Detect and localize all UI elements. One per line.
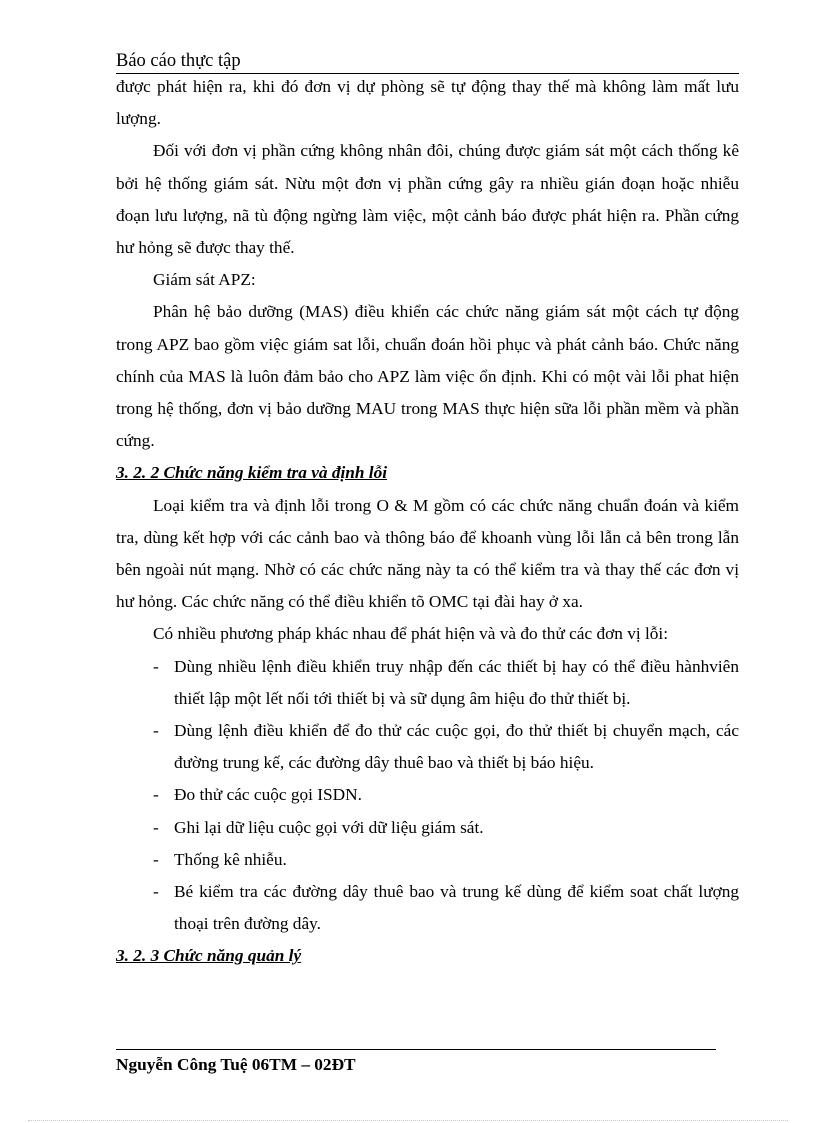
list-item-text: Đo thử các cuộc gọi ISDN.	[174, 785, 362, 805]
list-item	[116, 779, 739, 811]
list-item-text: Dùng nhiều lệnh điều khiển truy nhập đến các thiết bị hay có thể điều hànhviên thiết lập một lết nối tới thiết bị và sữ dụng âm hiệu đo thử thiết bị.	[174, 656, 739, 708]
footer-author: Nguyễn Công Tuệ 06TM – 02ĐT	[116, 1055, 356, 1074]
bullet-dash: -	[153, 849, 159, 869]
bullet-dash: -	[153, 721, 159, 741]
paragraph-methods-intro: Có nhiều phương pháp khác nhau để phát hiện và và đo thử các đơn vị lỗi:	[153, 624, 669, 644]
list-item	[116, 651, 739, 715]
list-item	[116, 844, 739, 876]
list-item-text: Ghi lại dữ liệu cuộc gọi với dữ liệu giám sát.	[174, 817, 484, 837]
list-item-text: Thống kê nhiễu.	[174, 849, 287, 869]
page-header-title: Báo cáo thực tập	[116, 51, 241, 71]
bullet-dash: -	[153, 817, 159, 837]
list-item	[116, 876, 739, 940]
page-bottom-edge	[28, 1120, 788, 1121]
paragraph-hardware-monitoring: Đối với đơn vị phần cứng không nhân đôi, chúng được giám sát một cách thống kê bởi hệ thống giám sát. Nừu một đơn vị phần cứng gây ra nhiều gián đoạn hoặc nhiễu đoạn lưu lượng, nã tù động ngừng làm việc, một cảnh báo được phát hiện ra. Phần cứng hư hỏng sẽ được thay thế.	[116, 141, 739, 258]
list-item-text: Bé kiểm tra các đường dây thuê bao và trung kế dùng để kiểm soat chất lượng thoại trên đường dây.	[174, 882, 739, 934]
section-heading-3-2-3: 3. 2. 3 Chức năng quản lý	[116, 946, 302, 966]
paragraph-testing-intro: Loại kiểm tra và định lỗi trong O & M gồm có các chức năng chuẩn đoán và kiểm tra, dùng kết hợp với các cảnh bao và thông báo để khoanh vùng lỗi lẫn cả bên trong lẫn bên ngoài nút mạng. Nhờ có các chức năng này ta có thể kiểm tra và thay thế các đơn vị hư hỏng. Các chức năng có thể điều khiển tõ OMC tại đài hay ở xa.	[116, 495, 739, 612]
document-body	[116, 71, 739, 973]
list-item-text: Dùng lệnh điều khiển để đo thử các cuộc gọi, đo thử thiết bị chuyển mạch, các đường trung kế, các đường dây thuê bao và thiết bị báo hiệu.	[174, 721, 739, 773]
bullet-dash: -	[153, 785, 159, 805]
section-heading-3-2-2: 3. 2. 2 Chức năng kiểm tra và định lỗi	[116, 463, 388, 483]
bullet-dash: -	[153, 882, 159, 902]
paragraph-continuation: được phát hiện ra, khi đó đơn vị dự phòng sẽ tự động thay thế mà không làm mất lưu lượng.	[116, 77, 739, 129]
list-item	[116, 812, 739, 844]
paragraph-mas: Phân hệ bảo dưỡng (MAS) điều khiển các chức năng giám sát một cách tự động trong APZ bao gồm việc giám sat lỗi, chuẩn đoán hồi phục và phát cảnh báo. Chức năng chính của MAS là luôn đảm bảo cho APZ làm việc ổn định. Khi có một vài lỗi phat hiện trong hệ thống, đơn vị bảo dưỡng MAU trong MAS thực hiện sữa lỗi phần mềm và phần cứng.	[116, 302, 739, 451]
methods-list	[116, 651, 739, 941]
bullet-dash: -	[153, 656, 159, 676]
list-item	[116, 715, 739, 779]
footer-rule	[116, 1049, 716, 1050]
paragraph-apz-label: Giám sát APZ:	[153, 270, 256, 290]
